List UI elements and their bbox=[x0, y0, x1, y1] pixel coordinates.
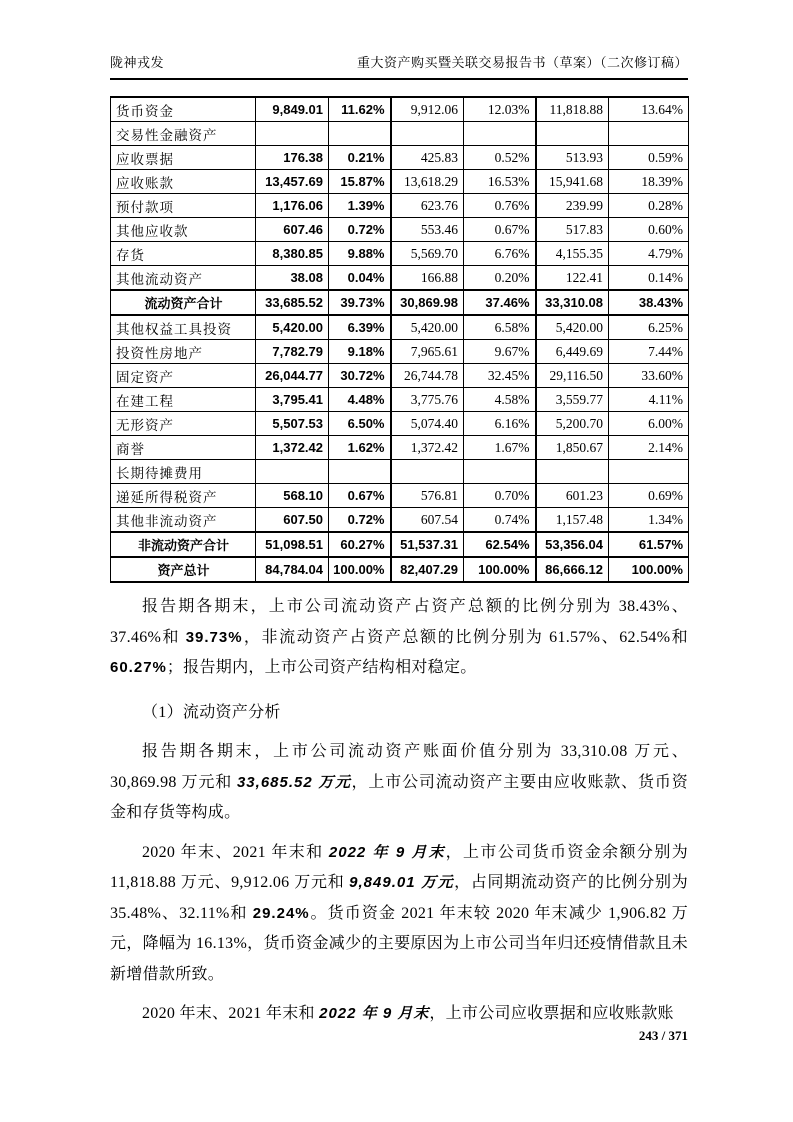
cell-ratio: 6.25% bbox=[609, 315, 689, 340]
row-label: 在建工程 bbox=[111, 388, 256, 412]
table-row bbox=[111, 508, 689, 533]
text-segment: 33,685.52 万元 bbox=[236, 773, 352, 791]
row-label: 投资性房地产 bbox=[111, 340, 256, 364]
text-segment: 。货币资金 2021 年末较 2020 年末减少 1,906.82 万元，降幅为 16.13%，货币资金减少的主要原因为上市公司当年归还疫情借款且未新增借款所致。 bbox=[110, 904, 689, 983]
cell-ratio bbox=[329, 460, 391, 484]
row-label: 其他应收款 bbox=[111, 218, 256, 242]
table-row bbox=[111, 484, 689, 508]
cell-ratio: 15.87% bbox=[329, 170, 391, 194]
cell-amount: 51,098.51 bbox=[256, 532, 329, 557]
cell-amount: 576.81 bbox=[391, 484, 464, 508]
table-row bbox=[111, 218, 689, 242]
cell-amount: 607.50 bbox=[256, 508, 329, 533]
cell-ratio: 62.54% bbox=[464, 532, 536, 557]
cell-amount: 5,074.40 bbox=[391, 412, 464, 436]
text-segment: 39.73% bbox=[185, 628, 243, 646]
cell-amount: 13,457.69 bbox=[256, 170, 329, 194]
row-label: 其他权益工具投资 bbox=[111, 315, 256, 340]
row-label: 应收账款 bbox=[111, 170, 256, 194]
cell-ratio: 0.60% bbox=[609, 218, 689, 242]
row-label: 货币资金 bbox=[111, 97, 256, 122]
cell-ratio: 100.00% bbox=[609, 557, 689, 582]
cell-ratio: 0.72% bbox=[329, 508, 391, 533]
cell-ratio: 60.27% bbox=[329, 532, 391, 557]
cell-amount: 5,420.00 bbox=[391, 315, 464, 340]
table-row bbox=[111, 242, 689, 266]
table-row bbox=[111, 315, 689, 340]
cell-amount: 6,449.69 bbox=[536, 340, 609, 364]
cell-ratio: 6.76% bbox=[464, 242, 536, 266]
cell-amount: 33,685.52 bbox=[256, 290, 329, 315]
text-segment: ，上市公司货币资金余额分别为 11,818.88 万元、9,912.06 万元和 bbox=[110, 843, 689, 891]
cell-amount bbox=[256, 122, 329, 146]
cell-amount: 607.46 bbox=[256, 218, 329, 242]
cell-ratio: 1.34% bbox=[609, 508, 689, 533]
cell-ratio: 6.16% bbox=[464, 412, 536, 436]
cell-amount: 5,569.70 bbox=[391, 242, 464, 266]
cell-ratio: 0.69% bbox=[609, 484, 689, 508]
cell-amount: 9,849.01 bbox=[256, 97, 329, 122]
cell-ratio: 39.73% bbox=[329, 290, 391, 315]
cell-amount bbox=[256, 460, 329, 484]
table-row bbox=[111, 266, 689, 291]
cell-ratio: 0.67% bbox=[464, 218, 536, 242]
cell-ratio bbox=[329, 122, 391, 146]
cell-ratio: 1.39% bbox=[329, 194, 391, 218]
cell-ratio: 0.67% bbox=[329, 484, 391, 508]
text-segment: 29.24% bbox=[252, 904, 310, 922]
paragraph bbox=[110, 737, 688, 829]
body-text bbox=[110, 592, 688, 1030]
cell-amount: 425.83 bbox=[391, 146, 464, 170]
text-segment: 2020 年末、2021 年末和 bbox=[142, 843, 329, 861]
cell-amount: 51,537.31 bbox=[391, 532, 464, 557]
paragraph bbox=[110, 838, 688, 991]
cell-amount: 1,176.06 bbox=[256, 194, 329, 218]
cell-amount: 3,559.77 bbox=[536, 388, 609, 412]
cell-ratio: 37.46% bbox=[464, 290, 536, 315]
cell-amount: 122.41 bbox=[536, 266, 609, 291]
cell-ratio: 4.11% bbox=[609, 388, 689, 412]
cell-amount: 1,850.67 bbox=[536, 436, 609, 460]
row-label: 存货 bbox=[111, 242, 256, 266]
text-segment: ，占同期流动资产的比例分别为 35.48%、32.11%和 bbox=[110, 874, 688, 922]
table-row bbox=[111, 388, 689, 412]
cell-amount: 7,782.79 bbox=[256, 340, 329, 364]
text-segment: ；报告期内，上市公司资产结构相对稳定。 bbox=[166, 659, 477, 676]
table-row bbox=[111, 412, 689, 436]
cell-ratio: 16.53% bbox=[464, 170, 536, 194]
cell-ratio: 0.76% bbox=[464, 194, 536, 218]
cell-amount: 7,965.61 bbox=[391, 340, 464, 364]
cell-ratio bbox=[609, 122, 689, 146]
cell-amount bbox=[391, 122, 464, 146]
header-report-title: 重大资产购买暨关联交易报告书（草案）（二次修订稿） bbox=[356, 55, 688, 70]
table-row bbox=[111, 460, 689, 484]
row-label: 流动资产合计 bbox=[111, 290, 256, 315]
cell-amount bbox=[536, 122, 609, 146]
cell-amount: 5,507.53 bbox=[256, 412, 329, 436]
cell-amount: 517.83 bbox=[536, 218, 609, 242]
cell-ratio: 12.03% bbox=[464, 97, 536, 122]
paragraph bbox=[110, 592, 688, 684]
row-label: 无形资产 bbox=[111, 412, 256, 436]
text-segment: 2020 年末、2021 年末和 bbox=[142, 1005, 320, 1022]
cell-amount: 601.23 bbox=[536, 484, 609, 508]
header-company-name: 陇神戎发 bbox=[110, 55, 165, 70]
row-label: 交易性金融资产 bbox=[111, 122, 256, 146]
cell-ratio: 100.00% bbox=[329, 557, 391, 582]
text-segment: ，上市公司应收票据和应收账款账 bbox=[429, 1005, 674, 1022]
cell-ratio: 38.43% bbox=[609, 290, 689, 315]
cell-amount: 176.38 bbox=[256, 146, 329, 170]
cell-amount: 29,116.50 bbox=[536, 364, 609, 388]
cell-amount: 166.88 bbox=[391, 266, 464, 291]
row-label: 非流动资产合计 bbox=[111, 532, 256, 557]
cell-amount: 53,356.04 bbox=[536, 532, 609, 557]
cell-ratio: 0.59% bbox=[609, 146, 689, 170]
cell-amount: 553.46 bbox=[391, 218, 464, 242]
cell-ratio: 6.50% bbox=[329, 412, 391, 436]
page-footer bbox=[639, 1028, 688, 1044]
cell-ratio: 1.62% bbox=[329, 436, 391, 460]
table-row bbox=[111, 532, 689, 557]
cell-ratio: 33.60% bbox=[609, 364, 689, 388]
text-segment: 9,849.01 万元 bbox=[349, 874, 455, 891]
cell-ratio: 6.00% bbox=[609, 412, 689, 436]
cell-ratio: 0.21% bbox=[329, 146, 391, 170]
row-label: 应收票据 bbox=[111, 146, 256, 170]
table-row bbox=[111, 122, 689, 146]
cell-amount: 33,310.08 bbox=[536, 290, 609, 315]
cell-amount: 5,420.00 bbox=[536, 315, 609, 340]
cell-ratio: 1.67% bbox=[464, 436, 536, 460]
cell-ratio: 0.74% bbox=[464, 508, 536, 533]
cell-amount: 26,744.78 bbox=[391, 364, 464, 388]
cell-amount: 84,784.04 bbox=[256, 557, 329, 582]
cell-ratio: 0.70% bbox=[464, 484, 536, 508]
cell-ratio: 100.00% bbox=[464, 557, 536, 582]
cell-amount: 82,407.29 bbox=[391, 557, 464, 582]
cell-ratio bbox=[464, 460, 536, 484]
table-row bbox=[111, 557, 689, 582]
cell-amount: 3,775.76 bbox=[391, 388, 464, 412]
cell-ratio: 6.39% bbox=[329, 315, 391, 340]
row-label: 其他非流动资产 bbox=[111, 508, 256, 533]
row-label: 长期待摊费用 bbox=[111, 460, 256, 484]
cell-amount: 607.54 bbox=[391, 508, 464, 533]
cell-amount: 1,157.48 bbox=[536, 508, 609, 533]
page-header bbox=[110, 52, 688, 80]
cell-ratio: 0.52% bbox=[464, 146, 536, 170]
cell-amount: 15,941.68 bbox=[536, 170, 609, 194]
cell-amount: 623.76 bbox=[391, 194, 464, 218]
cell-amount: 38.08 bbox=[256, 266, 329, 291]
row-label: 预付款项 bbox=[111, 194, 256, 218]
cell-ratio: 18.39% bbox=[609, 170, 689, 194]
page-number: 243 / 371 bbox=[638, 1028, 688, 1043]
paragraph bbox=[110, 999, 688, 1030]
cell-amount: 1,372.42 bbox=[256, 436, 329, 460]
cell-ratio: 6.58% bbox=[464, 315, 536, 340]
row-label: 资产总计 bbox=[111, 557, 256, 582]
table-row bbox=[111, 364, 689, 388]
text-segment: ，非流动资产占资产总额的比例分别为 61.57%、62.54%和 bbox=[242, 628, 688, 646]
cell-ratio: 0.28% bbox=[609, 194, 689, 218]
cell-ratio: 7.44% bbox=[609, 340, 689, 364]
cell-amount: 4,155.35 bbox=[536, 242, 609, 266]
table-row bbox=[111, 170, 689, 194]
cell-amount: 86,666.12 bbox=[536, 557, 609, 582]
cell-amount: 9,912.06 bbox=[391, 97, 464, 122]
row-label: 其他流动资产 bbox=[111, 266, 256, 291]
cell-amount: 513.93 bbox=[536, 146, 609, 170]
cell-amount bbox=[391, 460, 464, 484]
cell-ratio: 0.72% bbox=[329, 218, 391, 242]
row-label: 固定资产 bbox=[111, 364, 256, 388]
cell-ratio: 4.58% bbox=[464, 388, 536, 412]
cell-ratio: 2.14% bbox=[609, 436, 689, 460]
cell-ratio: 9.67% bbox=[464, 340, 536, 364]
cell-amount: 3,795.41 bbox=[256, 388, 329, 412]
asset-structure-table bbox=[110, 96, 689, 583]
text-segment: 2022 年 9 月末 bbox=[319, 1005, 430, 1022]
cell-amount: 8,380.85 bbox=[256, 242, 329, 266]
text-segment: ，上市公司流动资产主要由应收账款、货币资金和存货等构成。 bbox=[110, 773, 688, 821]
cell-amount: 13,618.29 bbox=[391, 170, 464, 194]
row-label: 递延所得税资产 bbox=[111, 484, 256, 508]
cell-ratio: 9.18% bbox=[329, 340, 391, 364]
cell-amount: 5,200.70 bbox=[536, 412, 609, 436]
cell-ratio: 61.57% bbox=[609, 532, 689, 557]
table-row bbox=[111, 194, 689, 218]
cell-amount: 26,044.77 bbox=[256, 364, 329, 388]
cell-amount bbox=[536, 460, 609, 484]
document-page bbox=[110, 52, 688, 1030]
text-segment: 2022 年 9 月末 bbox=[328, 843, 446, 861]
cell-ratio bbox=[464, 122, 536, 146]
cell-amount: 1,372.42 bbox=[391, 436, 464, 460]
cell-ratio: 32.45% bbox=[464, 364, 536, 388]
cell-amount: 239.99 bbox=[536, 194, 609, 218]
section-heading bbox=[110, 698, 688, 729]
cell-amount: 30,869.98 bbox=[391, 290, 464, 315]
table-row bbox=[111, 97, 689, 122]
cell-amount: 5,420.00 bbox=[256, 315, 329, 340]
cell-ratio bbox=[609, 460, 689, 484]
text-segment: 60.27% bbox=[110, 659, 167, 676]
table-row bbox=[111, 146, 689, 170]
cell-ratio: 0.04% bbox=[329, 266, 391, 291]
table-row bbox=[111, 436, 689, 460]
text-segment: 报告期各期末，上市公司流动资产占资产总额的比例分别为 38.43%、37.46%和 bbox=[110, 598, 688, 646]
table-row bbox=[111, 340, 689, 364]
cell-ratio: 9.88% bbox=[329, 242, 391, 266]
cell-ratio: 0.20% bbox=[464, 266, 536, 291]
cell-amount: 568.10 bbox=[256, 484, 329, 508]
cell-ratio: 11.62% bbox=[329, 97, 391, 122]
cell-ratio: 30.72% bbox=[329, 364, 391, 388]
cell-amount: 11,818.88 bbox=[536, 97, 609, 122]
table-row bbox=[111, 290, 689, 315]
cell-ratio: 13.64% bbox=[609, 97, 689, 122]
cell-ratio: 4.48% bbox=[329, 388, 391, 412]
text-segment: （1）流动资产分析 bbox=[142, 703, 281, 721]
text-segment: 报告期各期末，上市公司流动资产账面价值分别为 33,310.08 万元、30,869.98 万元和 bbox=[110, 743, 688, 791]
cell-ratio: 4.79% bbox=[609, 242, 689, 266]
cell-ratio: 0.14% bbox=[609, 266, 689, 291]
row-label: 商誉 bbox=[111, 436, 256, 460]
